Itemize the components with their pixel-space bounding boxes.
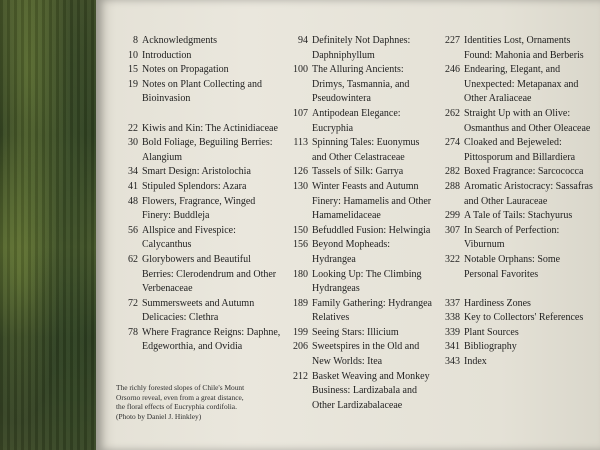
toc-page-number: 48 <box>128 195 138 207</box>
toc-entry-title: Bibliography <box>464 341 517 353</box>
toc-entry <box>438 326 594 341</box>
toc-entry-title: Plant Sources <box>464 326 519 338</box>
toc-entry <box>286 297 436 326</box>
toc-entry-title: Where Fragrance Reigns: Daphne, Edgeworthia, and Ovidia <box>142 326 281 353</box>
toc-page-number: 78 <box>128 326 138 338</box>
toc-entry-title: Cloaked and Bejeweled: Pittosporum and Billardiera <box>464 137 576 163</box>
photo-caption: The richly forested slopes of Chile's Mount Orsorno reveal, even from a great distance, the floral effects of Eucryphia cordifolia. (Photo by Daniel J. Hinkley) <box>116 383 245 421</box>
toc-page-number: 22 <box>128 122 138 134</box>
toc-entry <box>438 311 594 326</box>
toc-page-number: 130 <box>293 180 308 192</box>
toc-entry <box>438 180 594 209</box>
toc-page-number: 100 <box>293 64 308 76</box>
toc-entry <box>116 253 284 297</box>
toc-entry <box>438 165 594 180</box>
toc-page-number: 107 <box>293 107 308 119</box>
toc-page-number: 150 <box>293 224 308 236</box>
toc-page-number: 113 <box>293 137 308 149</box>
toc-entry <box>438 34 594 63</box>
toc-entry-title: Aromatic Aristocracy: Sassafras and Other Lauraceae <box>464 180 593 207</box>
toc-page-number: 199 <box>293 326 308 338</box>
toc-entry <box>438 209 594 224</box>
toc-page-number: 227 <box>445 35 460 46</box>
toc-page-number: 339 <box>445 326 460 338</box>
toc-entry-title: Summersweets and Autumn Delicacies: Clethra <box>142 297 255 324</box>
toc-entry <box>438 107 594 136</box>
toc-page-number: 246 <box>445 64 460 76</box>
toc-entry <box>116 78 284 107</box>
toc-entry-title: Index <box>464 356 487 368</box>
toc-page-number: 10 <box>128 49 138 61</box>
toc-entry <box>438 136 594 165</box>
toc-entry <box>286 268 436 297</box>
toc-entry-title: Glorybowers and Beautiful Berries: Clerodendrum and Other Verbenaceae <box>142 253 277 295</box>
toc-entry <box>286 136 436 165</box>
toc-page-number: 337 <box>445 297 460 309</box>
toc-entry <box>286 370 436 414</box>
toc-entry <box>286 63 436 107</box>
toc-entry-title: Basket Weaving and Monkey Business: Lardizabala and Other Lardizabalaceae <box>312 370 430 411</box>
toc-entry <box>438 355 594 370</box>
toc-entry-title: Looking Up: The Climbing Hydrangeas <box>312 268 422 295</box>
toc-entry-title: Hardiness Zones <box>464 297 531 309</box>
toc-entry-title: Boxed Fragrance: Sarcococca <box>464 166 584 178</box>
toc-entry-title: Flowers, Fragrance, Winged Finery: Buddleja <box>142 195 256 222</box>
toc-column-2 <box>286 34 436 413</box>
toc-page-number: 262 <box>445 107 460 119</box>
toc-entry-title: The Alluring Ancients: Drimys, Tasmannia, and Pseudowintera <box>312 64 410 105</box>
toc-page-number: 307 <box>445 224 460 236</box>
toc-entry <box>286 34 436 63</box>
toc-page-number: 189 <box>293 297 308 309</box>
toc-entry-title: Identities Lost, Ornaments Found: Mahonia and Berberis <box>464 35 584 61</box>
toc-entry-title: Notes on Plant Collecting and Bioinvasion <box>142 78 262 105</box>
toc-entry-title: Acknowledgments <box>142 35 217 46</box>
toc-page-number: 41 <box>128 180 138 192</box>
toc-page-number: 15 <box>128 64 138 76</box>
toc-entry-title: Notable Orphans: Some Personal Favorites <box>464 253 561 280</box>
toc-entry-title: Family Gathering: Hydrangea Relatives <box>312 297 432 324</box>
toc-page-number: 126 <box>293 166 308 178</box>
toc-entry-title: Stipuled Splendors: Azara <box>142 180 247 192</box>
toc-entry <box>116 49 284 64</box>
toc-entry <box>116 122 284 137</box>
toc-column-3 <box>438 34 594 370</box>
toc-entry <box>286 224 436 239</box>
toc-entry-title: Winter Feasts and Autumn Finery: Hamamelis and Other Hamamelidaceae <box>312 180 432 222</box>
section-gap <box>116 107 284 122</box>
toc-entry-title: Smart Design: Aristolochia <box>142 166 251 178</box>
toc-entry <box>116 224 284 253</box>
toc-entry-title: Bold Foliage, Beguiling Berries: Alangium <box>142 137 273 163</box>
toc-entry-title: Antipodean Elegance: Eucryphia <box>312 107 401 134</box>
toc-entry-title: In Search of Perfection: Viburnum <box>464 224 560 251</box>
toc-entry-title: Sweetspires in the Old and New Worlds: Itea <box>312 341 420 368</box>
toc-entry <box>438 253 594 282</box>
toc-page-number: 8 <box>133 35 138 46</box>
toc-page-number: 322 <box>445 253 460 265</box>
toc-page-number: 180 <box>293 268 308 280</box>
toc-entry <box>116 180 284 195</box>
toc-entry <box>116 165 284 180</box>
toc-page-number: 30 <box>128 137 138 149</box>
toc-entry <box>286 165 436 180</box>
toc-entry <box>116 195 284 224</box>
toc-entry-title: Tassels of Silk: Garrya <box>312 166 404 178</box>
toc-entry <box>286 326 436 341</box>
book-page <box>96 0 600 450</box>
toc-entry-title: Kiwis and Kin: The Actinidiaceae <box>142 122 278 134</box>
toc-entry <box>116 34 284 49</box>
toc-entry-title: Allspice and Fivespice: Calycanthus <box>142 224 236 251</box>
toc-entry <box>286 180 436 224</box>
toc-page-number: 338 <box>445 312 460 324</box>
toc-entry <box>438 63 594 107</box>
toc-entry <box>438 340 594 355</box>
toc-entry-title: Introduction <box>142 49 192 61</box>
toc-page-number: 343 <box>445 356 460 368</box>
toc-entry <box>116 136 284 165</box>
toc-entry-title: Befuddled Fusion: Helwingia <box>312 224 431 236</box>
toc-page-number: 299 <box>445 210 460 222</box>
forest-photo <box>0 0 96 450</box>
toc-page-number: 19 <box>128 78 138 90</box>
toc-page-number: 274 <box>445 137 460 149</box>
toc-entry-title: Straight Up with an Olive: Osmanthus and Other Oleaceae <box>464 107 591 134</box>
toc-entry <box>286 107 436 136</box>
toc-page-number: 72 <box>128 297 138 309</box>
toc-page-number: 288 <box>445 180 460 192</box>
toc-entry-title: Beyond Mopheads: Hydrangea <box>312 239 391 265</box>
toc-entry-title: A Tale of Tails: Stachyurus <box>464 210 573 222</box>
toc-entry <box>116 297 284 326</box>
toc-entry-title: Notes on Propagation <box>142 64 229 76</box>
toc-entry <box>286 238 436 267</box>
toc-page-number: 94 <box>298 35 308 46</box>
toc-page-number: 34 <box>128 166 138 178</box>
toc-page-number: 156 <box>293 239 308 251</box>
toc-page-number: 212 <box>293 370 308 382</box>
toc-entry <box>438 224 594 253</box>
section-gap <box>438 282 594 297</box>
toc-entry <box>286 340 436 369</box>
toc-page-number: 341 <box>445 341 460 353</box>
toc-page-number: 206 <box>293 341 308 353</box>
toc-entry-title: Endearing, Elegant, and Unexpected: Metapanax and Other Araliaceae <box>464 64 579 105</box>
toc-entry <box>116 63 284 78</box>
toc-entry-title: Definitely Not Daphnes: Daphniphyllum <box>312 35 411 61</box>
toc-entry-title: Seeing Stars: Illicium <box>312 326 399 338</box>
toc-page-number: 56 <box>128 224 138 236</box>
toc-page-number: 282 <box>445 166 460 178</box>
toc-entry <box>116 326 284 355</box>
toc-entry-title: Key to Collectors' References <box>464 312 584 324</box>
toc-column-1 <box>116 34 284 355</box>
toc-entry <box>438 297 594 312</box>
toc-page-number: 62 <box>128 253 138 265</box>
toc-entry-title: Spinning Tales: Euonymus and Other Celastraceae <box>312 137 420 163</box>
